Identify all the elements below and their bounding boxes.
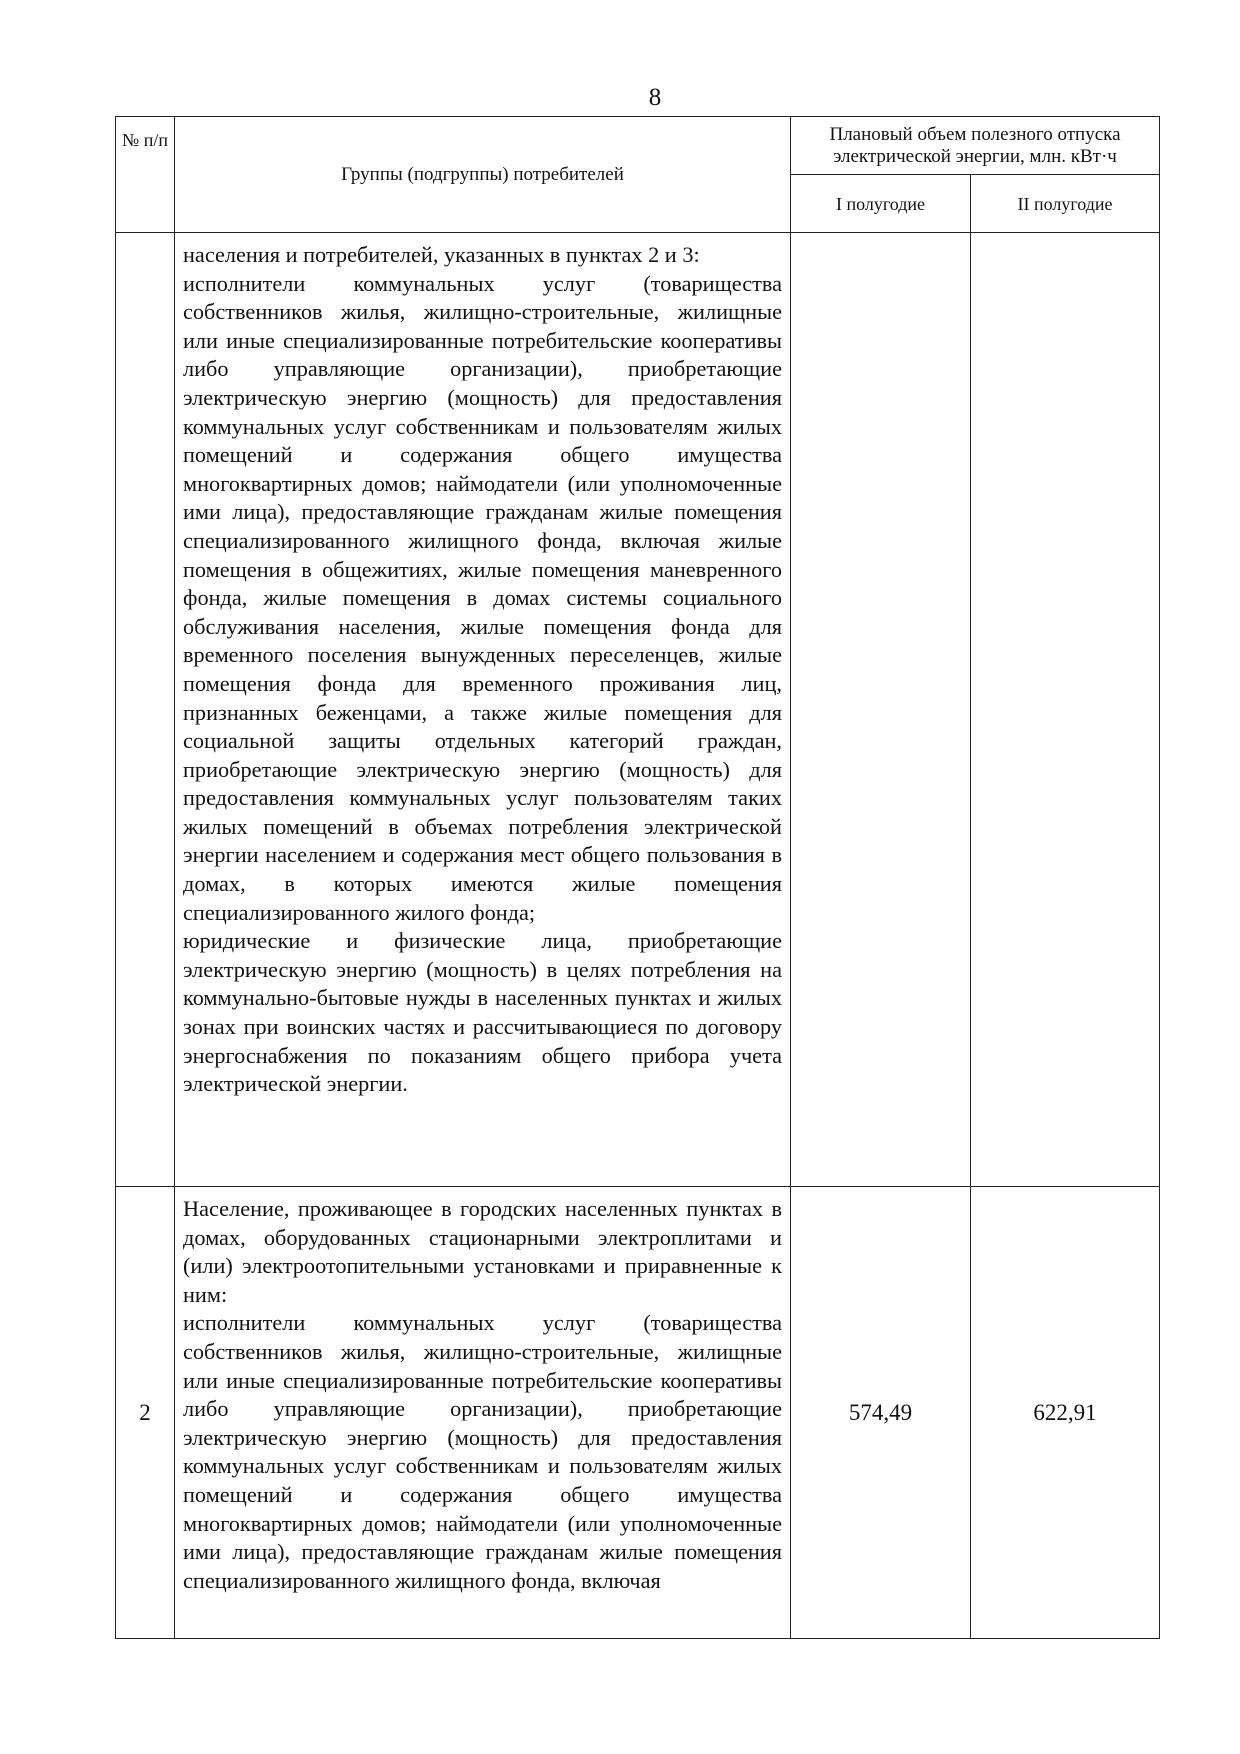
page-number: 8 bbox=[648, 84, 662, 111]
row-1-half1 bbox=[791, 233, 971, 1187]
consumer-volume-table bbox=[115, 116, 1160, 1639]
header-half2: II полугодие bbox=[971, 175, 1160, 233]
row-1-num bbox=[116, 233, 175, 1187]
header-num: № п/п bbox=[116, 117, 175, 233]
header-volume: Плановый объем полезного отпуска электрической энергии, млн. кВт·ч bbox=[791, 117, 1160, 175]
row-1-half2 bbox=[971, 233, 1160, 1187]
row-1-paragraph: юридические и физические лица, приобретающие электрическую энергию (мощность) в целях потребления на коммунально-бытовые нужды в населенных пунктах и жилых зонах при воинских частях и рассчитывающиеся по договору энергоснабжения по показаниям общего прибора учета электрической энергии. bbox=[183, 928, 782, 1097]
row-1-group bbox=[175, 233, 791, 1187]
row-1-paragraph: исполнители коммунальных услуг (товарищества собственников жилья, жилищно-строительные, жилищные или иные специализированные потребительские кооперативы либо управляющие организации), приобретающие электрическую энергию (мощность) для предоставления коммунальных услуг собственникам и пользователям жилых помещений и содержания общего имущества многоквартирных домов; наймодатели (или уполномоченные ими лица), предоставляющие гражданам жилые помещения специализированного жилищного фонда, включая жилые помещения в общежитиях, жилые помещения маневренного фонда, жилые помещения в домах системы социального обслуживания населения, жилые помещения фонда для временного поселения вынужденных переселенцев, жилые помещения фонда для временного проживания лиц, признанных беженцами, а также жилые помещения для социальной защиты отдельных категорий граждан, приобретающие электрическую энергию (мощность) для предоставления коммунальных услуг пользователям таких жилых помещений в объемах потребления электрической энергии населением и содержания мест общего пользования в домах, в которых имеются жилые помещения специализированного жилого фонда; bbox=[183, 270, 782, 925]
row-1-paragraph: населения и потребителей, указанных в пунктах 2 и 3: bbox=[183, 242, 700, 267]
row-2-paragraph: Население, проживающее в городских населенных пунктах в домах, оборудованных стационарными электроплитами и (или) электроотопительными установками и приравненные к ним: bbox=[183, 1196, 782, 1307]
header-group: Группы (подгруппы) потребителей bbox=[175, 117, 791, 233]
row-2-half1: 574,49 bbox=[791, 1187, 971, 1639]
row-2-half2: 622,91 bbox=[971, 1187, 1160, 1639]
header-half1: I полугодие bbox=[791, 175, 971, 233]
row-2-group bbox=[175, 1187, 791, 1639]
row-2-paragraph: исполнители коммунальных услуг (товарищества собственников жилья, жилищно-строительные, жилищные или иные специализированные потребительские кооперативы либо управляющие организации), приобретающие электрическую энергию (мощность) для предоставления коммунальных услуг собственникам и пользователям жилых помещений и содержания общего имущества многоквартирных домов; наймодатели (или уполномоченные ими лица), предоставляющие гражданам жилые помещения специализированного жилищного фонда, включая bbox=[183, 1310, 782, 1593]
row-2-num: 2 bbox=[116, 1187, 175, 1639]
